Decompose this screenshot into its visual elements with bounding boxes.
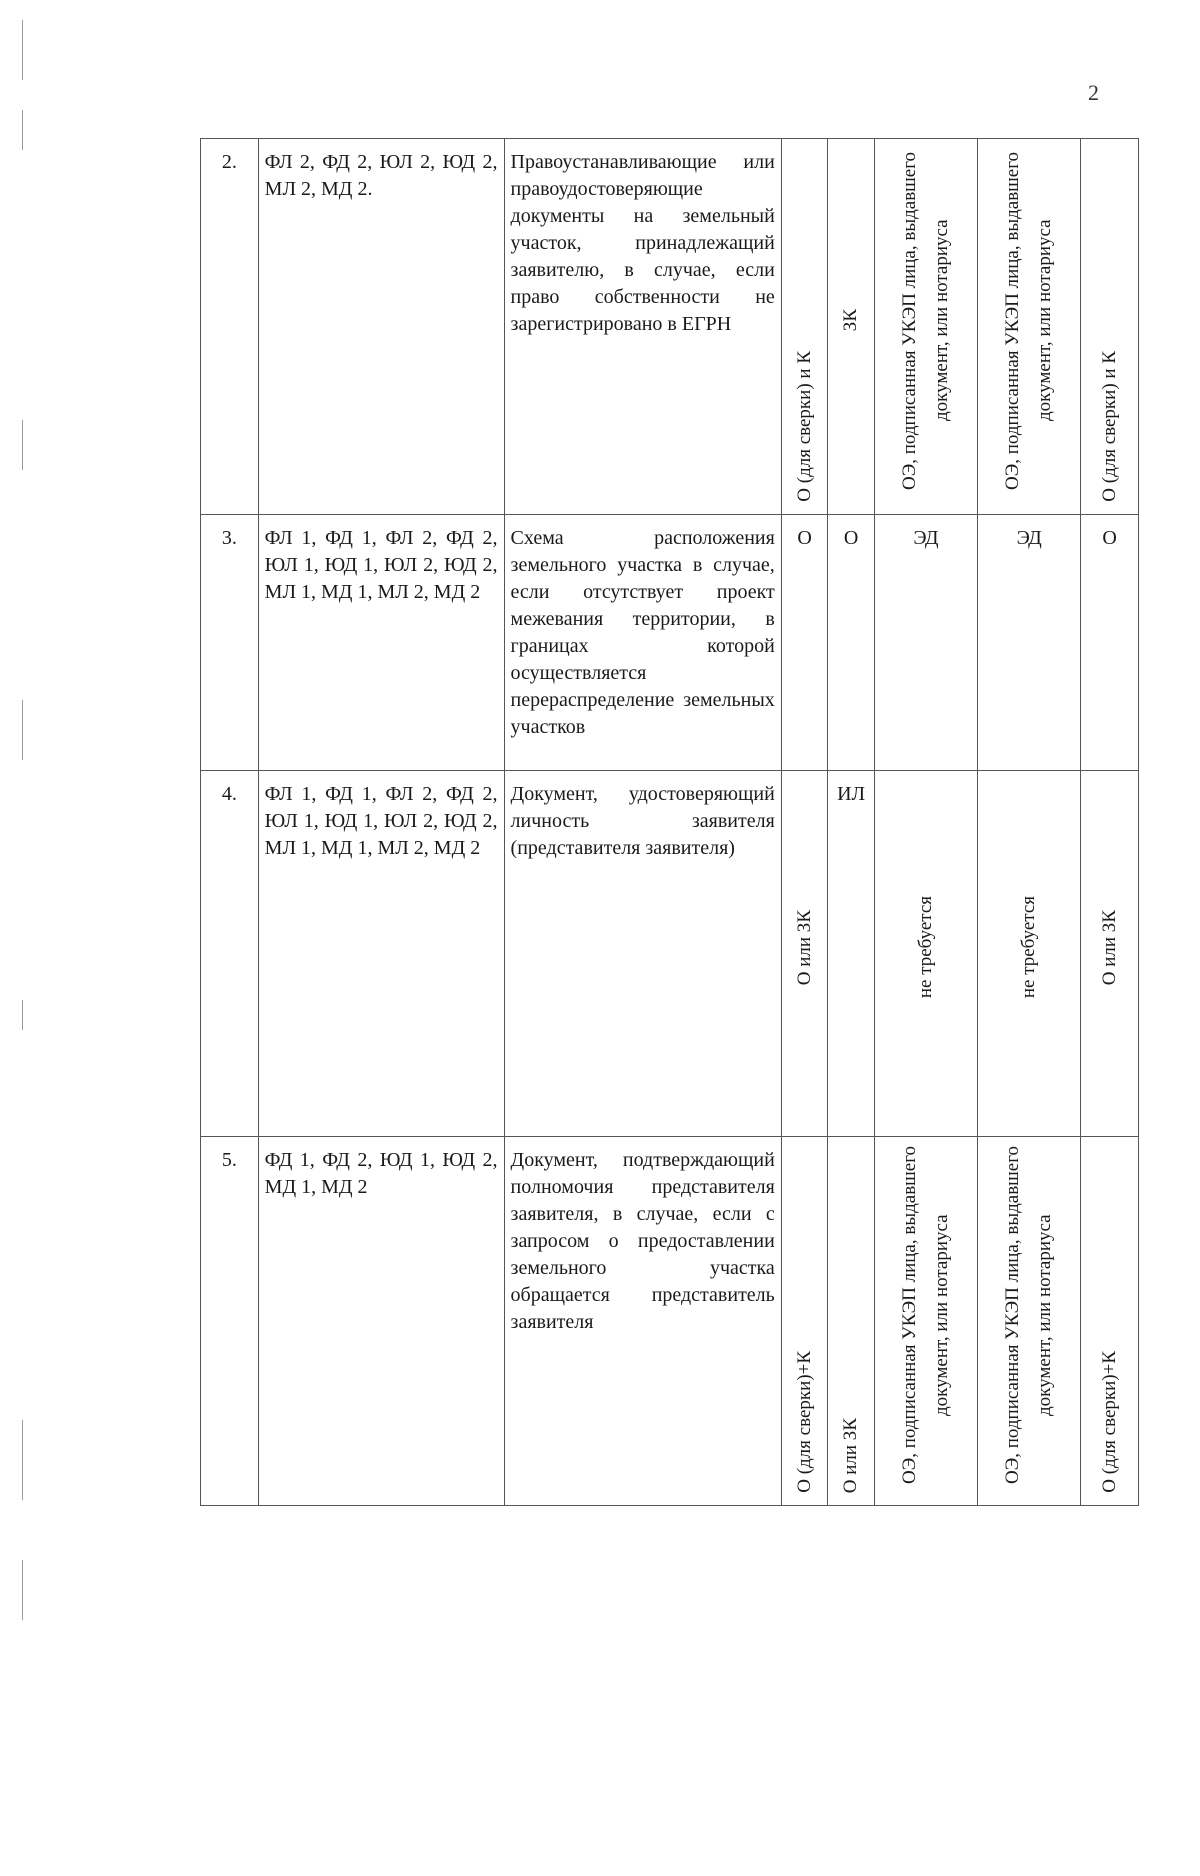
row-number: 2. bbox=[201, 139, 259, 515]
scan-edge-mark bbox=[22, 1000, 23, 1030]
applicant-categories: ФЛ 2, ФД 2, ЮЛ 2, ЮД 2, МЛ 2, МД 2. bbox=[258, 139, 504, 515]
submission-rpgu: ОЭ, подписанная УКЭП лица, выдавшего документ, или нотариуса bbox=[978, 1137, 1081, 1506]
row-number: 3. bbox=[201, 515, 259, 771]
submission-epgu: не требуется bbox=[874, 771, 977, 1137]
scan-edge-mark bbox=[22, 20, 23, 80]
submission-epgu: ЭД bbox=[874, 515, 977, 771]
submission-mfc: О (для сверки)+К bbox=[1081, 1137, 1139, 1506]
table-row bbox=[201, 1137, 1139, 1506]
document-name: Документ, подтверждающий полномочия представителя заявителя, в случае, если с запросом о предоставлении земельного участка обращается представитель заявителя bbox=[504, 1137, 781, 1506]
documents-table bbox=[200, 138, 1139, 1506]
submission-by-mail: ЗК bbox=[828, 139, 875, 515]
document-name: Правоустанавливающие или правоудостоверяющие документы на земельный участок, принадлежащий заявителю, в случае, если право собственности не зарегистрировано в ЕГРН bbox=[504, 139, 781, 515]
document-name: Документ, удостоверяющий личность заявителя (представителя заявителя) bbox=[504, 771, 781, 1137]
table-row bbox=[201, 771, 1139, 1137]
scan-edge-mark bbox=[22, 1420, 23, 1500]
document-name: Схема расположения земельного участка в случае, если отсутствует проект межевания территории, в границах которой осуществляется перераспределение земельных участков bbox=[504, 515, 781, 771]
page-number: 2 bbox=[1088, 80, 1099, 105]
submission-in-person: О (для сверки)+К bbox=[781, 1137, 828, 1506]
applicant-categories: ФЛ 1, ФД 1, ФЛ 2, ФД 2, ЮЛ 1, ЮД 1, ЮЛ 2, ЮД 2, МЛ 1, МД 1, МЛ 2, МД 2 bbox=[258, 515, 504, 771]
submission-rpgu: ЭД bbox=[978, 515, 1081, 771]
submission-rpgu: ОЭ, подписанная УКЭП лица, выдавшего документ, или нотариуса bbox=[978, 139, 1081, 515]
scan-edge-mark bbox=[22, 420, 23, 470]
applicant-categories: ФД 1, ФД 2, ЮД 1, ЮД 2, МД 1, МД 2 bbox=[258, 1137, 504, 1506]
submission-in-person: О или ЗК bbox=[781, 771, 828, 1137]
row-number: 4. bbox=[201, 771, 259, 1137]
submission-in-person: О (для сверки) и К bbox=[781, 139, 828, 515]
submission-by-mail: О или ЗК bbox=[828, 1137, 875, 1506]
submission-mfc: О (для сверки) и К bbox=[1081, 139, 1139, 515]
submission-mfc: О или ЗК bbox=[1081, 771, 1139, 1137]
submission-mfc: О bbox=[1081, 515, 1139, 771]
submission-by-mail: О bbox=[828, 515, 875, 771]
submission-epgu: ОЭ, подписанная УКЭП лица, выдавшего документ, или нотариуса bbox=[874, 1137, 977, 1506]
row-number: 5. bbox=[201, 1137, 259, 1506]
submission-by-mail: ИЛ bbox=[828, 771, 875, 1137]
submission-rpgu: не требуется bbox=[978, 771, 1081, 1137]
scan-edge-mark bbox=[22, 110, 23, 150]
submission-epgu: ОЭ, подписанная УКЭП лица, выдавшего документ, или нотариуса bbox=[874, 139, 977, 515]
submission-in-person: О bbox=[781, 515, 828, 771]
applicant-categories: ФЛ 1, ФД 1, ФЛ 2, ФД 2, ЮЛ 1, ЮД 1, ЮЛ 2, ЮД 2, МЛ 1, МД 1, МЛ 2, МД 2 bbox=[258, 771, 504, 1137]
table-row bbox=[201, 139, 1139, 515]
scan-edge-mark bbox=[22, 700, 23, 760]
table-row bbox=[201, 515, 1139, 771]
scan-edge-mark bbox=[22, 1560, 23, 1620]
